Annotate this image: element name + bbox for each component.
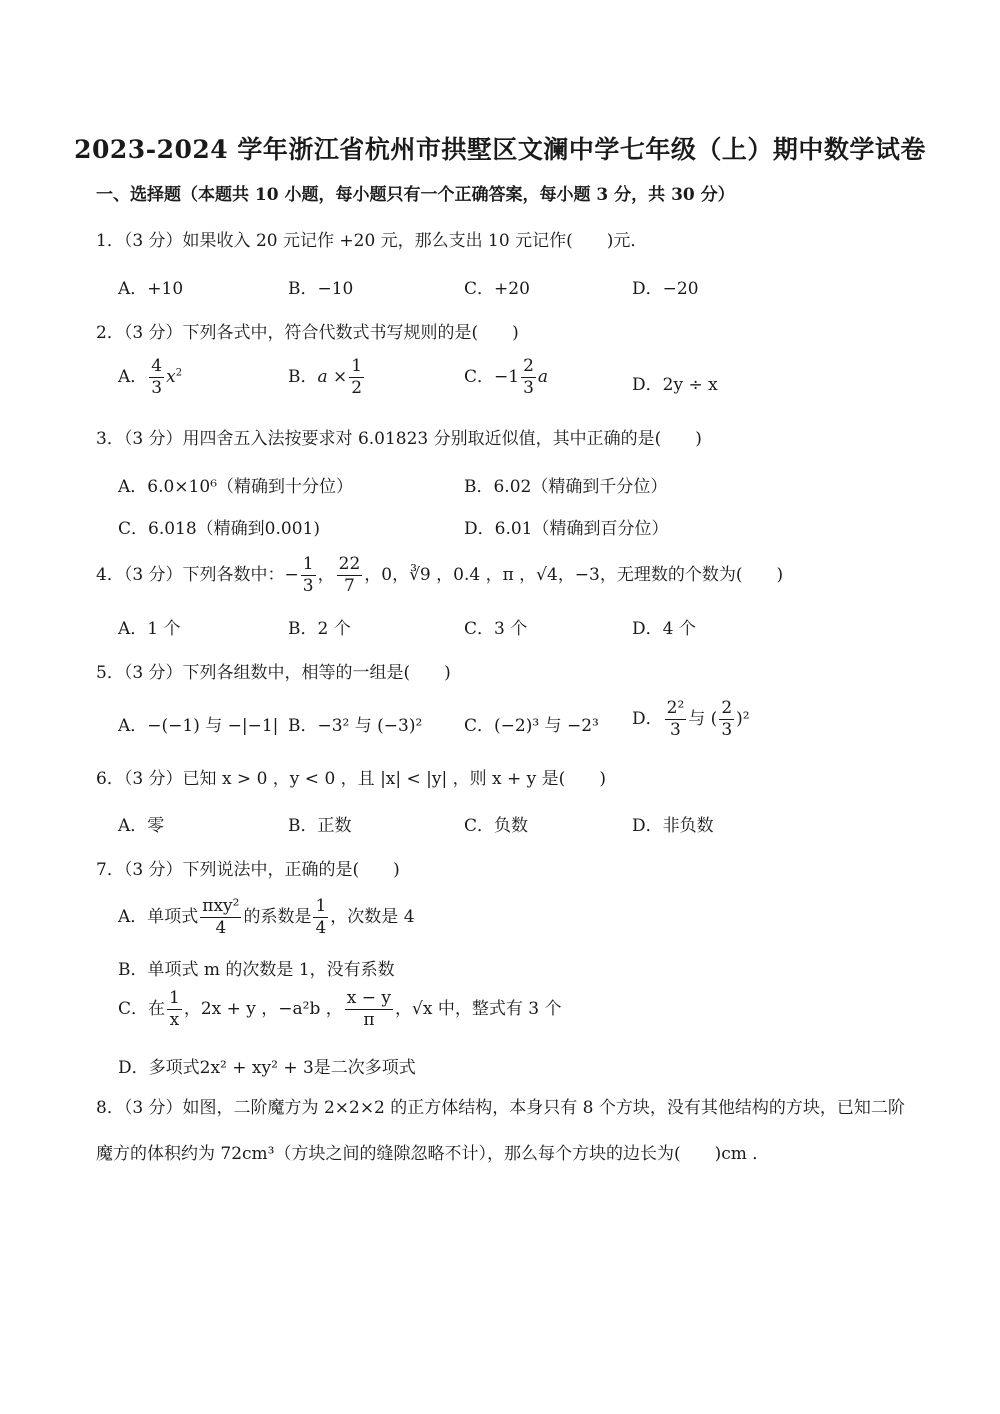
q6-option-a: A．零 <box>118 816 165 836</box>
q4-option-a: A．1 个 <box>118 619 181 639</box>
q4-f2-num: 22 <box>338 554 361 574</box>
q4-mid: ，0，∛9 ，0.4̇ ，π ，√4 <box>364 565 558 585</box>
q7-c-den: x <box>169 1010 180 1030</box>
question-2-stem: 2．（3 分）下列各式中，符合代数式书写规则的是( ) <box>96 323 519 343</box>
q7-option-c-label: C．在 <box>118 999 166 1019</box>
q5-d-pre: D． <box>632 709 663 729</box>
q5-d-fraction-1 <box>665 700 687 739</box>
q7-option-d-label: D．多项式 <box>118 1058 200 1078</box>
q7-a-post: ，次数是 4 <box>330 907 415 927</box>
q7-a-den: 4 <box>215 918 227 938</box>
q7-c-fraction-1 <box>167 990 182 1029</box>
q2-a-num: 4 <box>151 356 163 376</box>
q2-b-fraction <box>349 358 364 397</box>
q1-option-a: A．+10 <box>118 279 184 299</box>
q2-option-b-label: B． <box>288 367 318 387</box>
q3-option-b: B．6.02（精确到千分位） <box>464 477 668 497</box>
q7-c-mid: ，2x + y ，−a²b ， <box>183 999 343 1019</box>
q7-d-expr: 2x² + xy² + 3是二次多项式 <box>199 1058 416 1078</box>
q5-d-mid: 与 ( <box>688 709 718 729</box>
q2-c-num: 2 <box>523 356 534 376</box>
q5-d-post: )² <box>736 709 750 729</box>
q2-c-fraction <box>521 358 536 397</box>
question-4-stem: 4．（3 分）下列各数中：− $\frac{1}{3}$ ， $\frac{22}{7}$ ，0，∛9 ，0.4̇ ，π ，√4，−3，无理数的个数为( ) <box>96 554 784 596</box>
q4-option-b: B．2 个 <box>288 619 351 639</box>
q4-stem-suffix: ，−3，无理数的个数为( ) <box>557 565 784 585</box>
question-8-stem: 8．（3 分）如图，二阶魔方为 2×2×2 的正方体结构，本身只有 8 个方块，没有其他结构的方块，已知二阶魔方的体积约为 72cm³（方块之间的缝隙忽略不计），那么每个方块的边长为( )cm ． <box>96 1098 905 1164</box>
q2-a-var: x <box>166 367 176 387</box>
question-6-stem: 6．（3 分）已知 x > 0 ，y < 0 ，且 |x| < |y| ，则 x + y 是( ) <box>96 769 606 789</box>
q2-c-var: a <box>537 367 549 387</box>
q7-a-den2: 4 <box>315 918 327 938</box>
q7-option-a <box>118 898 415 937</box>
q4-f1-num: 1 <box>302 554 314 574</box>
q5-d-num: 2² <box>666 698 685 718</box>
q2-option-a: A． $\frac{4}{3}$ $x^2$ <box>118 356 183 398</box>
q3-option-a: A．6.0×10⁶（精确到十分位） <box>118 477 354 497</box>
q7-option-a-label: A．单项式 <box>118 907 199 927</box>
q7-a-fraction-1 <box>200 898 241 937</box>
q7-c-post: ，√x 中，整式有 3 个 <box>395 999 562 1019</box>
q6-option-b: B．正数 <box>288 816 352 836</box>
q5-d-den2: 3 <box>721 720 733 740</box>
q2-b-num: 1 <box>351 356 363 376</box>
q2-a-fraction <box>149 358 164 397</box>
q2-option-a-label: A． <box>118 367 148 387</box>
q1-option-b: B．−10 <box>288 279 354 299</box>
q4-f1-den: 3 <box>302 576 314 596</box>
section-title: 一、选择题（本题共 10 小题，每小题只有一个正确答案，每小题 3 分，共 30 分） <box>96 185 735 205</box>
q2-a-den: 3 <box>151 378 163 398</box>
q7-c-fraction-2 <box>345 990 393 1029</box>
exam-title: 2023-2024 学年浙江省杭州市拱墅区文澜中学七年级（上）期中数学试卷 <box>74 135 926 164</box>
q4-option-c: C．3 个 <box>464 619 528 639</box>
q4-option-d: D．4 个 <box>632 619 696 639</box>
q4-stem-prefix: 4．（3 分）下列各数中： <box>96 565 285 585</box>
q5-d-num2: 2 <box>721 698 733 718</box>
q7-a-mid: 的系数是 <box>243 907 312 927</box>
q7-option-b: B．单项式 m 的次数是 1，没有系数 <box>118 960 395 980</box>
q3-option-d: D．6.01（精确到百分位） <box>464 519 669 539</box>
q4-f1-sign: − <box>284 565 299 585</box>
question-3-stem: 3．（3 分）用四舍五入法按要求对 6.01823 分别取近似值，其中正确的是( ) <box>96 429 702 449</box>
q7-c-den2: π <box>363 1010 375 1030</box>
question-7-stem: 7．（3 分）下列说法中，正确的是( ) <box>96 860 400 880</box>
q2-c-int: −1 <box>494 367 520 387</box>
q2-c-den: 3 <box>523 378 534 398</box>
q6-option-c: C．负数 <box>464 816 529 836</box>
q7-option-c <box>118 990 562 1029</box>
question-1-stem: 1．（3 分）如果收入 20 元记作 +20 元，那么支出 10 元记作( )元． <box>96 231 648 251</box>
q2-option-c-label: C． <box>464 367 495 387</box>
q5-option-b: B．−3² 与 (−3)² <box>288 716 423 736</box>
q7-option-d <box>118 1053 416 1078</box>
q2-b-den: 2 <box>351 378 363 398</box>
q5-option-d <box>632 700 750 739</box>
q5-d-fraction-2 <box>719 700 734 739</box>
q2-b-var: a × <box>317 367 348 387</box>
q7-a-num2: 1 <box>315 896 327 916</box>
q2-option-c <box>464 358 548 397</box>
q7-c-num2: x − y <box>346 988 392 1008</box>
q1-option-c: C．+20 <box>464 279 530 299</box>
q7-a-fraction-2 <box>313 898 328 937</box>
q5-option-a: A．−(−1) 与 −|−1| <box>118 716 279 736</box>
q6-option-d: D．非负数 <box>632 816 714 836</box>
q5-option-c: C．(−2)³ 与 −2³ <box>464 716 599 736</box>
q7-c-num: 1 <box>169 988 180 1008</box>
q2-option-b <box>288 358 366 397</box>
q3-option-c: C．6.018（精确到0.001) <box>118 519 320 539</box>
q4-f2-den: 7 <box>344 576 355 596</box>
q5-d-den: 3 <box>670 720 681 740</box>
q4-f1-fraction <box>301 556 316 595</box>
q2-option-d: D．2y ÷ x <box>632 375 718 395</box>
q7-a-num: πxy² <box>202 896 240 916</box>
q1-option-d: D．−20 <box>632 279 699 299</box>
q4-f2-fraction <box>337 556 363 595</box>
question-5-stem: 5．（3 分）下列各组数中，相等的一组是( ) <box>96 663 451 683</box>
